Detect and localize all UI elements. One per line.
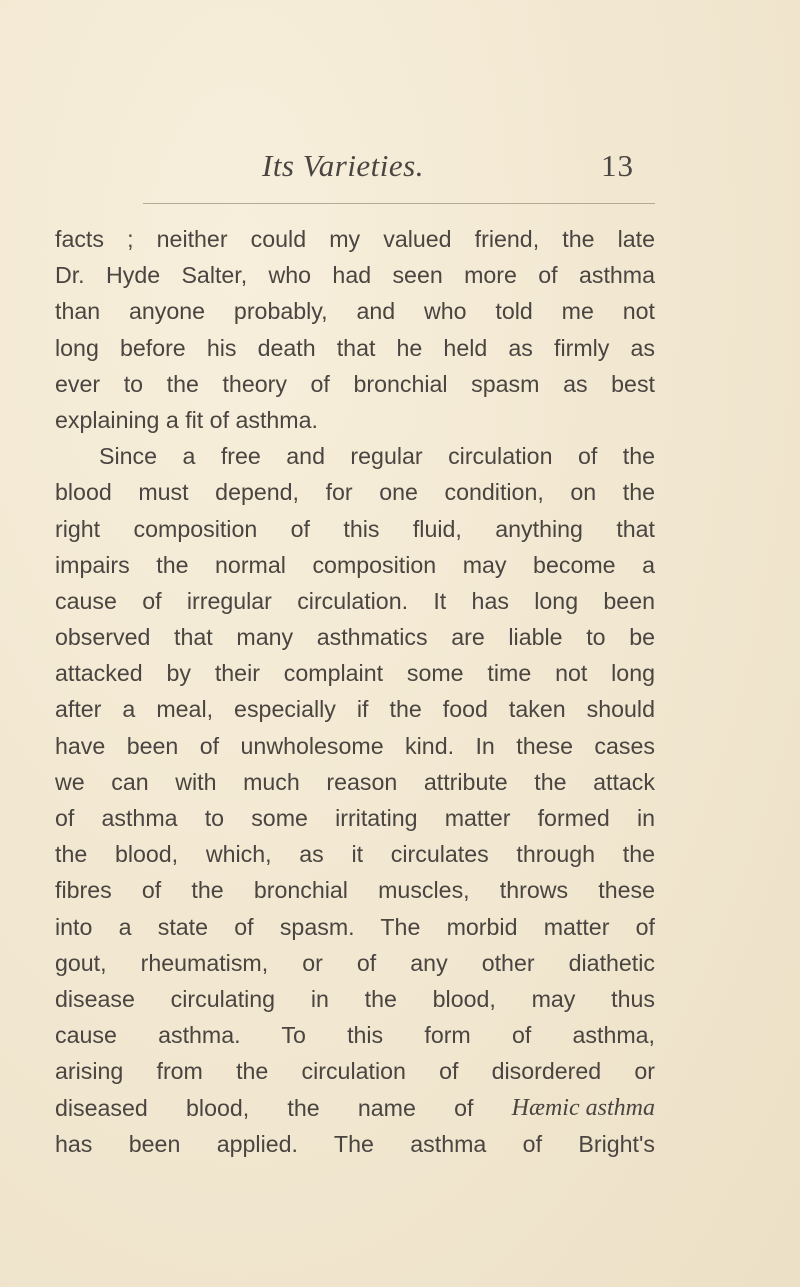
text-line: long before his death that he held as firmly as — [55, 334, 655, 361]
text-word: of — [454, 1094, 474, 1121]
text-line: fibres of the bronchial muscles, throws these — [55, 877, 655, 904]
header-rule — [143, 203, 655, 204]
text-line: gout, rheumatism, or of any other diathetic — [55, 949, 655, 976]
text-word: name — [357, 1094, 416, 1121]
text-line: disease circulating in the blood, may thus — [55, 985, 655, 1012]
body-text — [55, 221, 655, 1162]
text-line: right composition of this fluid, anything that — [55, 515, 655, 542]
text-line: blood must depend, for one condition, on the — [55, 479, 655, 506]
text-word: diseased — [55, 1094, 148, 1121]
text-line: attacked by their complaint some time not long — [55, 660, 655, 687]
text-line: than anyone probably, and who told me not — [55, 298, 655, 325]
text-line: Dr. Hyde Salter, who had seen more of asthma — [55, 262, 655, 289]
text-line: explaining a fit of asthma. — [55, 406, 318, 433]
text-line: observed that many asthmatics are liable to be — [55, 624, 655, 651]
text-line: we can with much reason attribute the attack — [55, 768, 655, 795]
text-line: facts ; neither could my valued friend, the late — [55, 226, 655, 252]
text-line: of asthma to some irritating matter formed in — [55, 805, 655, 831]
text-line: cause of irregular circulation. It has long been — [55, 587, 655, 614]
text-line: ever to the theory of bronchial spasm as best — [55, 370, 655, 397]
text-line: arising from the circulation of disordered or — [55, 1058, 655, 1085]
text-line: cause asthma. To this form of asthma, — [55, 1022, 655, 1049]
paragraph-start-line: Since a free and regular circulation of the — [99, 443, 655, 470]
text-line: has been applied. The asthma of Bright's — [55, 1130, 655, 1157]
text-line: after a meal, especially if the food taken should — [55, 696, 655, 723]
page-number: 13 — [601, 148, 634, 183]
text-line: impairs the normal composition may become a — [55, 551, 655, 578]
text-word: blood, — [186, 1094, 250, 1121]
text-line: have been of unwholesome kind. In these cases — [55, 732, 655, 759]
running-head — [55, 148, 655, 188]
text-line-with-term — [55, 1090, 655, 1126]
running-head-title: Its Varieties. — [262, 148, 424, 183]
text-line: into a state of spasm. The morbid matter of — [55, 913, 655, 940]
italic-term: Hæmic asthma — [511, 1094, 655, 1121]
text-word: the — [287, 1094, 320, 1121]
text-line: the blood, which, as it circulates through the — [55, 841, 655, 868]
